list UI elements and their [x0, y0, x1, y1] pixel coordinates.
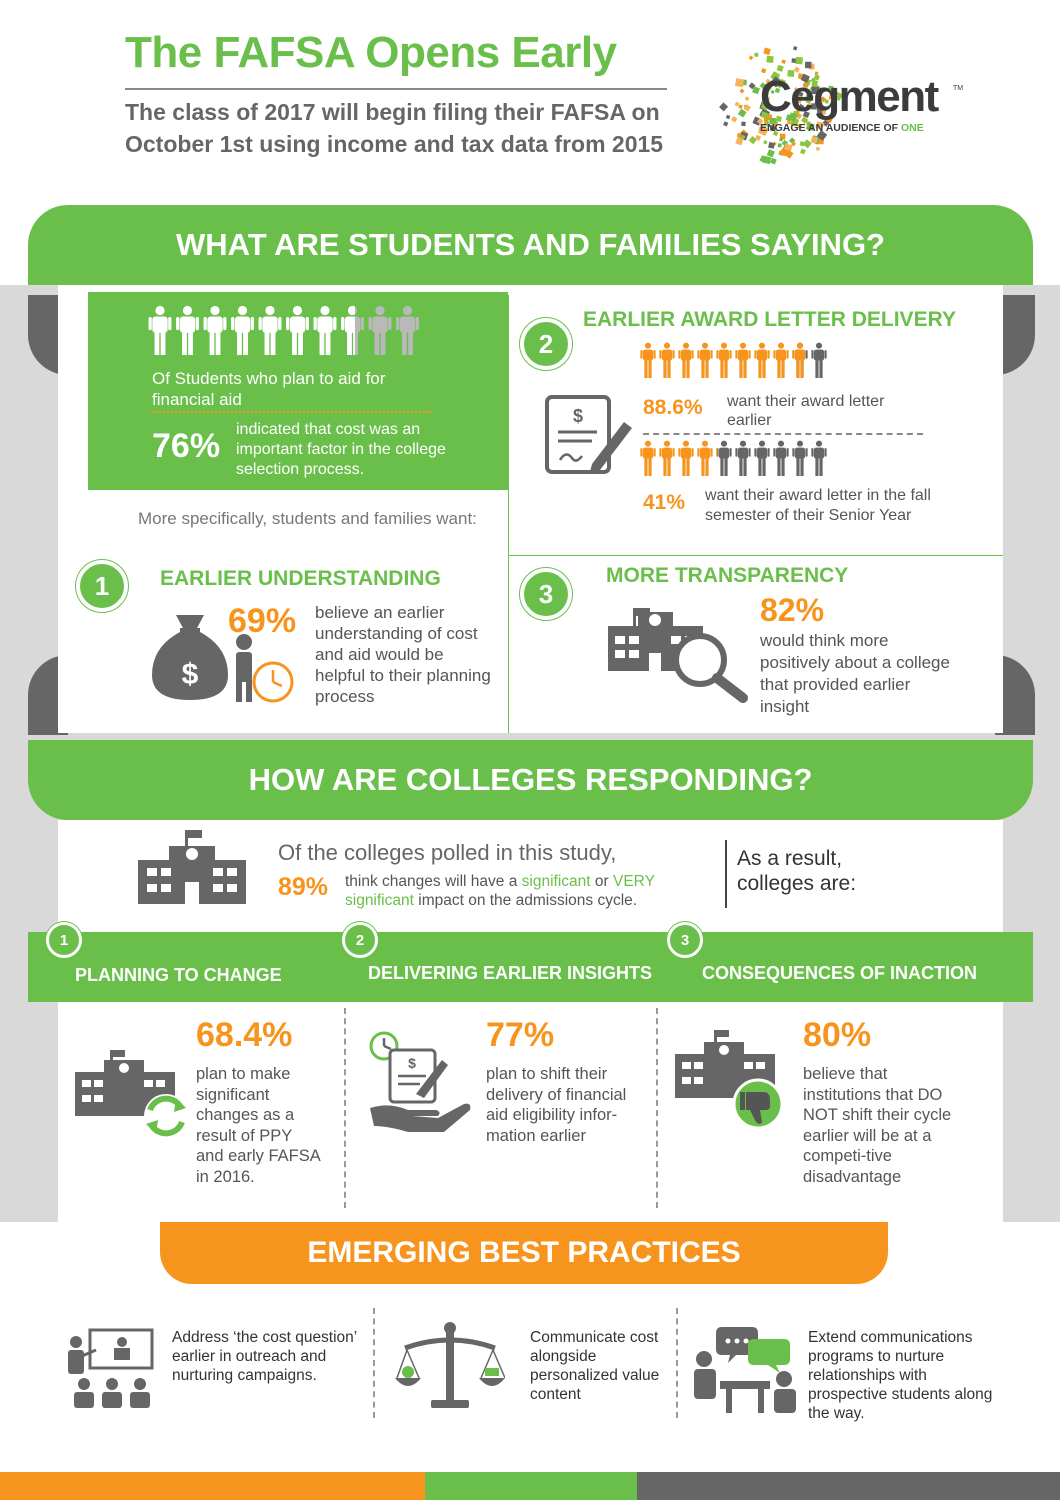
person-icon — [640, 343, 655, 378]
person-icon — [754, 343, 769, 378]
practice-text: Address ‘the cost question’ earlier in outreach and nurturing campaigns. — [172, 1329, 357, 1384]
person-icon — [204, 306, 227, 355]
section-banner: EMERGING BEST PRACTICES — [160, 1222, 888, 1284]
svg-text:$: $ — [572, 406, 584, 426]
school-refresh-icon — [72, 1050, 190, 1140]
panel-lead: Of Students who plan to aid for financial aid — [152, 369, 386, 409]
column-divider — [373, 1308, 375, 1418]
person-icon — [735, 343, 750, 378]
person-icon — [659, 441, 674, 476]
column-divider — [656, 1008, 658, 1208]
logo-wordmark: Cegment — [760, 72, 938, 121]
column-pct: 68.4% — [196, 1016, 293, 1054]
practice-text: Extend communications programs to nurture relationships with prospective students along the way. — [808, 1329, 993, 1422]
person-icon — [716, 441, 731, 476]
column-heading: DELIVERING EARLIER INSIGHTS — [368, 963, 653, 983]
person-icon — [341, 306, 364, 355]
item-text: believe an earlier understanding of cost and aid would be helpful to their planning process — [315, 603, 491, 706]
panel-divider — [152, 411, 432, 413]
award-fall-pictogram — [640, 440, 840, 480]
number-badge: 2 — [342, 922, 378, 958]
column-divider — [676, 1308, 678, 1418]
polled-text: Of the colleges polled in this study, — [278, 840, 617, 865]
person-icon — [314, 306, 337, 355]
school-magnifier-icon — [605, 598, 750, 703]
person-icon — [640, 441, 655, 476]
column-heading: CONSEQUENCES OF INACTION — [702, 963, 978, 983]
person-icon — [176, 306, 199, 355]
logo-tm: TM — [953, 85, 964, 92]
section-banner: HOW ARE COLLEGES RESPONDING? — [28, 740, 1033, 820]
footer-stripe — [425, 1472, 637, 1500]
item-pct: 82% — [760, 592, 825, 628]
person-icon — [773, 343, 788, 378]
person-icon — [286, 306, 309, 355]
column-text: plan to shift their delivery of financial aid eligibility infor-mation earlier — [486, 1065, 627, 1145]
person-icon — [697, 441, 712, 476]
person-icon — [369, 306, 392, 355]
polled-detail: think changes will have a significant or VERY significant impact on the admissions cycle. — [345, 873, 655, 909]
person-icon — [735, 441, 750, 476]
stat-pct: 41% — [643, 491, 686, 514]
hand-document-icon — [368, 1030, 478, 1140]
number-badge: 1 — [46, 922, 82, 958]
person-icon — [792, 441, 807, 476]
panel-pct: 76% — [152, 427, 221, 465]
item-pct: 69% — [228, 602, 297, 640]
conversation-icon — [692, 1325, 802, 1415]
person-icon — [792, 343, 807, 378]
person-icon — [659, 343, 674, 378]
column-divider — [344, 1008, 346, 1208]
person-icon — [231, 306, 254, 355]
logo-tagline: ENGAGE AN AUDIENCE OF ONE — [760, 122, 924, 134]
column-text: plan to make significant changes as a result of PPY and early FAFSA in 2016. — [196, 1065, 320, 1186]
balance-scale-icon — [395, 1320, 505, 1415]
item-heading: EARLIER AWARD LETTER DELIVERY — [583, 308, 956, 331]
person-icon — [811, 343, 826, 378]
column-pct: 80% — [803, 1016, 872, 1054]
section-banner: WHAT ARE STUDENTS AND FAMILIES SAYING? — [28, 205, 1033, 285]
person-icon — [716, 343, 731, 378]
footer-stripe — [0, 1472, 425, 1500]
stat-divider — [643, 433, 923, 435]
practice-text: Communicate cost alongside personalized value content — [530, 1329, 660, 1403]
number-badge: 2 — [520, 318, 572, 370]
item-heading: MORE TRANSPARENCY — [606, 564, 849, 587]
divider — [725, 840, 727, 908]
column-text: believe that institutions that DO NOT shift their cycle earlier will be at a competi-tive disadvantage — [803, 1065, 952, 1186]
polled-pct: 89% — [278, 873, 329, 901]
divider — [508, 295, 509, 733]
person-icon — [773, 441, 788, 476]
person-icon — [678, 441, 693, 476]
document-signing-icon — [542, 392, 637, 477]
person-icon — [754, 441, 769, 476]
panel-text: indicated that cost was an important factor in the college selection process. — [236, 421, 446, 478]
column-heading: PLANNING TO CHANGE — [75, 965, 282, 985]
person-icon — [149, 306, 172, 355]
presentation-icon — [62, 1328, 162, 1410]
footer-stripe — [637, 1472, 1060, 1500]
number-badge: 3 — [520, 568, 572, 620]
title-divider — [125, 88, 667, 90]
school-icon — [135, 830, 250, 905]
stat-text: want their award letter earlier — [727, 393, 885, 429]
svg-text:$: $ — [181, 658, 199, 691]
stat-text: want their award letter in the fall semester of their Senior Year — [705, 487, 931, 524]
svg-text:$: $ — [408, 1055, 416, 1071]
number-badge: 1 — [76, 560, 128, 612]
school-thumbs-down-icon — [672, 1030, 792, 1130]
person-icon — [811, 441, 826, 476]
person-icon — [697, 343, 712, 378]
item-text: would think more positively about a college that provided earlier insight — [760, 631, 950, 716]
person-icon — [678, 343, 693, 378]
page-title: The FAFSA Opens Early — [125, 28, 617, 77]
students-pictogram — [148, 305, 428, 360]
award-earlier-pictogram — [640, 342, 840, 382]
column-pct: 77% — [486, 1016, 555, 1054]
divider — [508, 555, 1003, 556]
page-subtitle: The class of 2017 will begin filing their FAFSA on October 1st using income and tax data from 2015 — [125, 99, 664, 157]
result-text: As a result, colleges are: — [737, 847, 857, 895]
number-badge: 3 — [667, 922, 703, 958]
person-icon — [259, 306, 282, 355]
stat-pct: 88.6% — [643, 396, 703, 419]
person-icon — [396, 306, 419, 355]
section-intro: More specifically, students and families want: — [138, 509, 477, 528]
item-heading: EARLIER UNDERSTANDING — [160, 567, 441, 590]
